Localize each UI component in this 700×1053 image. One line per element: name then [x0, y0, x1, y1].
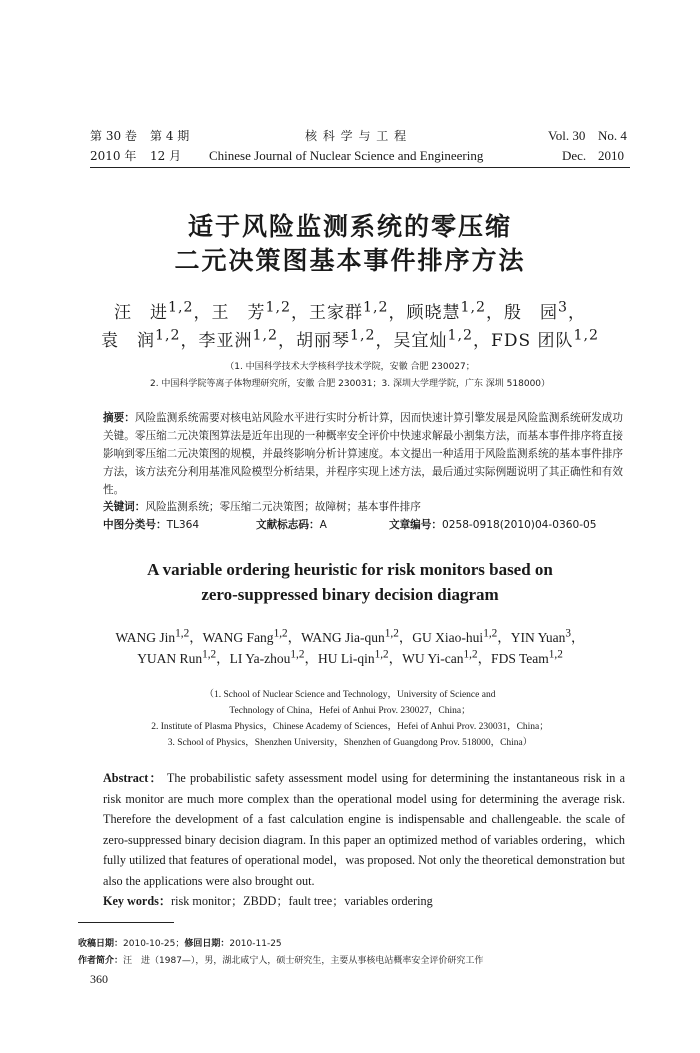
keywords-en-label: Key words： [103, 894, 172, 908]
footnote-rule [78, 922, 174, 923]
doc-code-value: A [319, 519, 327, 531]
abstract-en-text: The probabilistic safety assessment model using for determining the instantaneous risk in a risk monitor are much more complex than the operational model using for determining the average risk. Therefore the development of a fast calculation engine is indispensable and challengeable. the scale of zero-suppressed binary decision diagram. In this paper an optimized method of variables ordering，which fully utilized that features of operational model，was proposed. Not only the theoretical demonstration but also the applications were also brought out. [103, 771, 625, 888]
received-label: 收稿日期： [78, 939, 124, 949]
header-month-en: Dec. [562, 148, 587, 163]
abstract-en [103, 768, 625, 912]
authors-cn-line-2: 袁 润$^{1,2}$，李亚洲$^{1,2}$，胡丽琴$^{1,2}$，吴宜灿$^{1,2}$，FDS 团队$^{1,2}$ [100, 327, 600, 351]
revised-date: 2010-11-25 [229, 939, 282, 949]
authors-en-line-2: YUAN Run$^{1,2}$，LI Ya-zhou$^{1,2}$，HU Li-qin$^{1,2}$，WU Yi-can$^{1,2}$，FDS Team$^{1,2}$ [137, 648, 563, 666]
classification-line [103, 516, 623, 534]
keywords-cn [103, 498, 623, 516]
received-date: 2010-10-25； [123, 939, 185, 949]
affiliation-cn-line-2: 2. 中国科学院等离子体物理研究所，安徽 合肥 230031；3. 深圳大学理学院，广东 深圳 518000） [149, 379, 551, 389]
header-journal-cn: 核 科 学 与 工 程 [305, 129, 408, 143]
header-journal-en: Chinese Journal of Nuclear Science and Engineering [209, 148, 484, 163]
affiliation-en-line-4: 3. School of Physics，Shenzhen University，Shenzhen of Guangdong Prov. 518000，China） [167, 738, 533, 748]
doc-code-label: 文献标志码： [256, 519, 320, 531]
header-no-en: No. 4 [598, 128, 627, 143]
revised-label: 修回日期： [184, 939, 230, 949]
authors-en-line-1: WANG Jin$^{1,2}$，WANG Fang$^{1,2}$，WANG Jia-qun$^{1,2}$，GU Xiao-hui$^{1,2}$，YIN Yuan$^3$， [115, 627, 585, 645]
footnote-dates [78, 936, 282, 949]
abstract-cn-text: 风险监测系统需要对核电站风险水平进行实时分析计算，因而快速计算引擎发展是风险监测系统研发成功关键。零压缩二元决策图算法是近年出现的一种概率安全评价中快速求解最小割集方法，而基本事件排序将直接影响到零压缩二元决策图的规模，并最终影响分析计算速度。本文提出一种适用于风险监测系统的基本事件排序方法，该方法充分利用基准风险模型分析结果，并程序实现上述方法，最后通过实际例题说明了其正确性和有效性。 [103, 412, 624, 496]
header-volume-cn: 第 30 卷 [90, 129, 137, 143]
clc-label: 中图分类号： [103, 519, 167, 531]
affiliation-en-line-3: 2. Institute of Plasma Physics，Chinese Academy of Sciences，Hefei of Anhui Prov. 230031，China； [151, 722, 549, 732]
keywords-cn-text: 风险监测系统；零压缩二元决策图；故障树；基本事件排序 [145, 501, 421, 513]
clc-value: TL364 [166, 519, 200, 531]
page-number: 360 [90, 972, 108, 986]
article-number-value: 0258-0918(2010)04-0360-05 [441, 519, 597, 531]
title-en-line-2: zero-suppressed binary decision diagram [201, 585, 499, 604]
abstract-cn-label: 摘要： [103, 412, 135, 424]
affiliation-en-line-1: （1. School of Nuclear Science and Technology，University of Science and [204, 690, 496, 700]
title-cn-line-1: 适于风险监测系统的零压缩 [187, 212, 512, 241]
title-en-line-1: A variable ordering heuristic for risk monitors based on [147, 560, 553, 579]
keywords-cn-label: 关键词： [103, 501, 146, 513]
abstract-en-label: Abstract： [103, 771, 163, 785]
footnote-author-bio [78, 953, 483, 966]
article-number-label: 文章编号： [389, 519, 442, 531]
header-issue-cn: 第 4 期 [150, 129, 190, 143]
header-vol-en: Vol. 30 [548, 128, 586, 143]
header-year-en: 2010 [598, 148, 624, 163]
bio-text: 汪 进（1987—），男，湖北咸宁人，硕士研究生，主要从事核电站概率安全评价研究工作 [123, 956, 484, 966]
bio-label: 作者简介： [78, 956, 124, 966]
affiliation-en-line-2: Technology of China，Hefei of Anhui Prov. 230027，China； [229, 706, 471, 716]
header-month-cn: 12 月 [150, 149, 182, 163]
title-cn-line-2: 二元决策图基本事件排序方法 [174, 246, 526, 275]
authors-cn-line-1: 汪 进$^{1,2}$，王 芳$^{1,2}$，王家群$^{1,2}$，顾晓慧$^{1,2}$，殷 园$^3$， [113, 299, 587, 323]
abstract-cn [103, 409, 623, 499]
keywords-en-text: risk monitor；ZBDD；fault tree；variables ordering [171, 894, 433, 908]
header-year-cn: 2010 年 [90, 149, 137, 163]
header-rule [90, 167, 630, 168]
affiliation-cn-line-1: （1. 中国科学技术大学核科学技术学院，安徽 合肥 230027； [225, 362, 475, 372]
